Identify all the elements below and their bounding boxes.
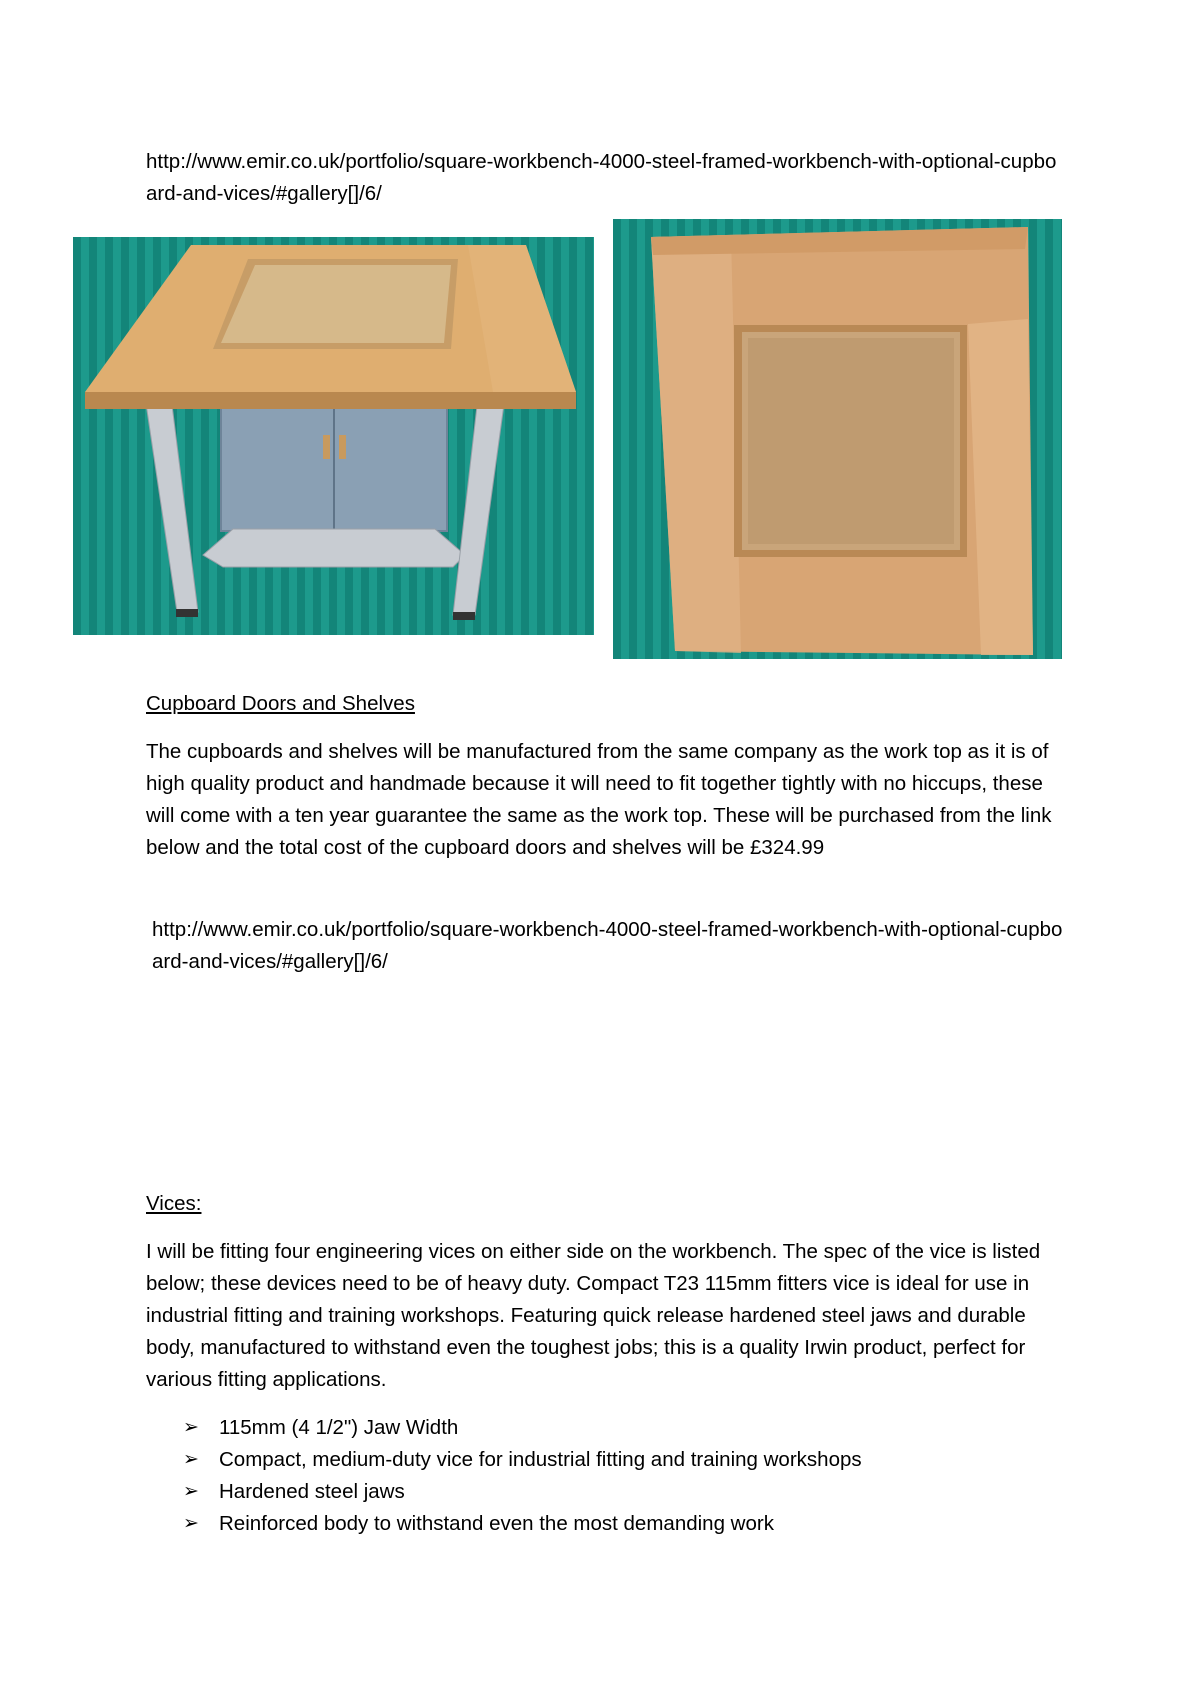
list-item: [146, 1412, 1066, 1444]
cupboard-door-photo: [613, 219, 1062, 659]
cupboard-link[interactable]: http://www.emir.co.uk/portfolio/square-workbench-4000-steel-framed-workbench-with-optional-cupboard-and-vices/#gallery[]/6/: [152, 918, 1063, 973]
inset-board: [221, 265, 451, 343]
list-item-text: Hardened steel jaws: [219, 1480, 405, 1503]
cupboard-body: The cupboards and shelves will be manufactured from the same company as the work top as it is of high quality product and handmade because it will need to fit together tightly with no hiccups, these will come with a ten year guarantee the same as the work top. These will be purchased from the link below and the total cost of the cupboard doors and shelves will be £324.99: [146, 740, 1052, 859]
link-top[interactable]: http://www.emir.co.uk/portfolio/square-workbench-4000-steel-framed-workbench-with-optional-cupboard-and-vices/#gallery[]/6/: [146, 150, 1057, 205]
list-item-text: 115mm (4 1/2") Jaw Width: [219, 1416, 459, 1439]
vices-body: I will be fitting four engineering vices on either side on the workbench. The spec of the vice is listed below; these devices need to be of heavy duty. Compact T23 115mm fitters vice is ideal for use in industrial fitting and training workshops. Featuring quick release hardened steel jaws and durable body, manufactured to withstand even the toughest jobs; this is a quality Irwin product, perfect for various fitting applications.: [146, 1240, 1041, 1391]
cupboard-handle: [339, 435, 346, 459]
vices-spec-list: [146, 1412, 1066, 1540]
list-item-text: Reinforced body to withstand even the most demanding work: [219, 1512, 774, 1535]
list-item: [146, 1476, 1066, 1508]
cupboard-heading: Cupboard Doors and Shelves: [146, 692, 415, 715]
workbench-illustration: [73, 237, 594, 635]
workbench-photo: [73, 237, 594, 635]
front-left-leg: [145, 397, 198, 612]
front-right-leg: [453, 397, 505, 615]
list-item: [146, 1444, 1066, 1476]
arrow-bullet-icon: ➢: [183, 1449, 199, 1470]
arrow-bullet-icon: ➢: [183, 1481, 199, 1502]
cupboard-handle: [323, 435, 330, 459]
arrow-bullet-icon: ➢: [183, 1513, 199, 1534]
list-item-text: Compact, medium-duty vice for industrial fitting and training workshops: [219, 1448, 862, 1471]
list-item: [146, 1508, 1066, 1540]
vices-heading: Vices:: [146, 1192, 202, 1215]
arrow-bullet-icon: ➢: [183, 1417, 199, 1438]
cupboard-door-illustration: [613, 219, 1062, 659]
